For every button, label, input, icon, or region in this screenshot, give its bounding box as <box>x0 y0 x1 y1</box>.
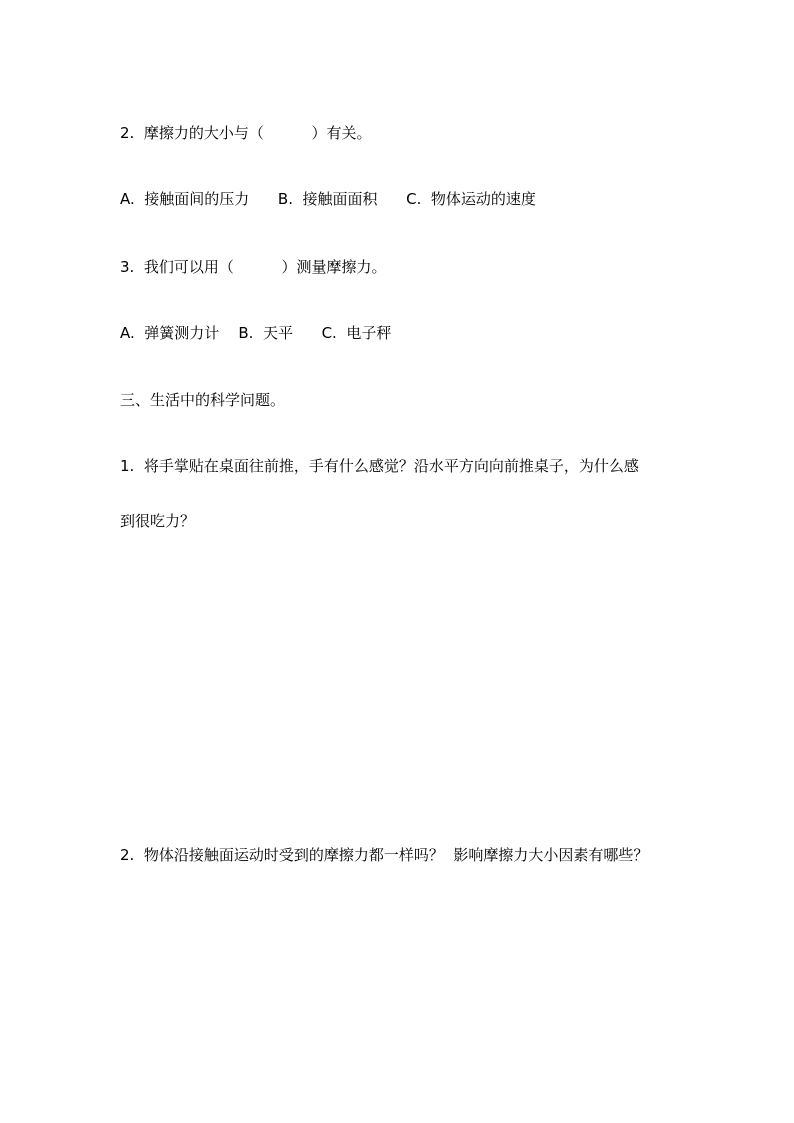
problem-2-text: 2. 物体沿接触面运动时受到的摩擦力都一样吗？ 影响摩擦力大小因素有哪些？ <box>120 846 649 864</box>
problem-1-text-line-1: 1. 将手掌贴在桌面往前推，手有什么感觉？沿水平方向向前推桌子，为什么感 <box>120 457 639 475</box>
section-3-heading: 三、生活中的科学问题。 <box>120 391 286 409</box>
question-2-options: A. 接触面间的压力 B. 接触面面积 C. 物体运动的速度 <box>120 190 536 208</box>
question-2-stem: 2. 摩擦力的大小与（ ）有关。 <box>120 124 372 142</box>
question-3-options: A. 弹簧测力计 B. 天平 C. 电子秤 <box>120 324 392 342</box>
problem-1-text-line-2: 到很吃力？ <box>120 512 196 530</box>
question-3-stem: 3. 我们可以用（ ）测量摩擦力。 <box>120 258 387 276</box>
